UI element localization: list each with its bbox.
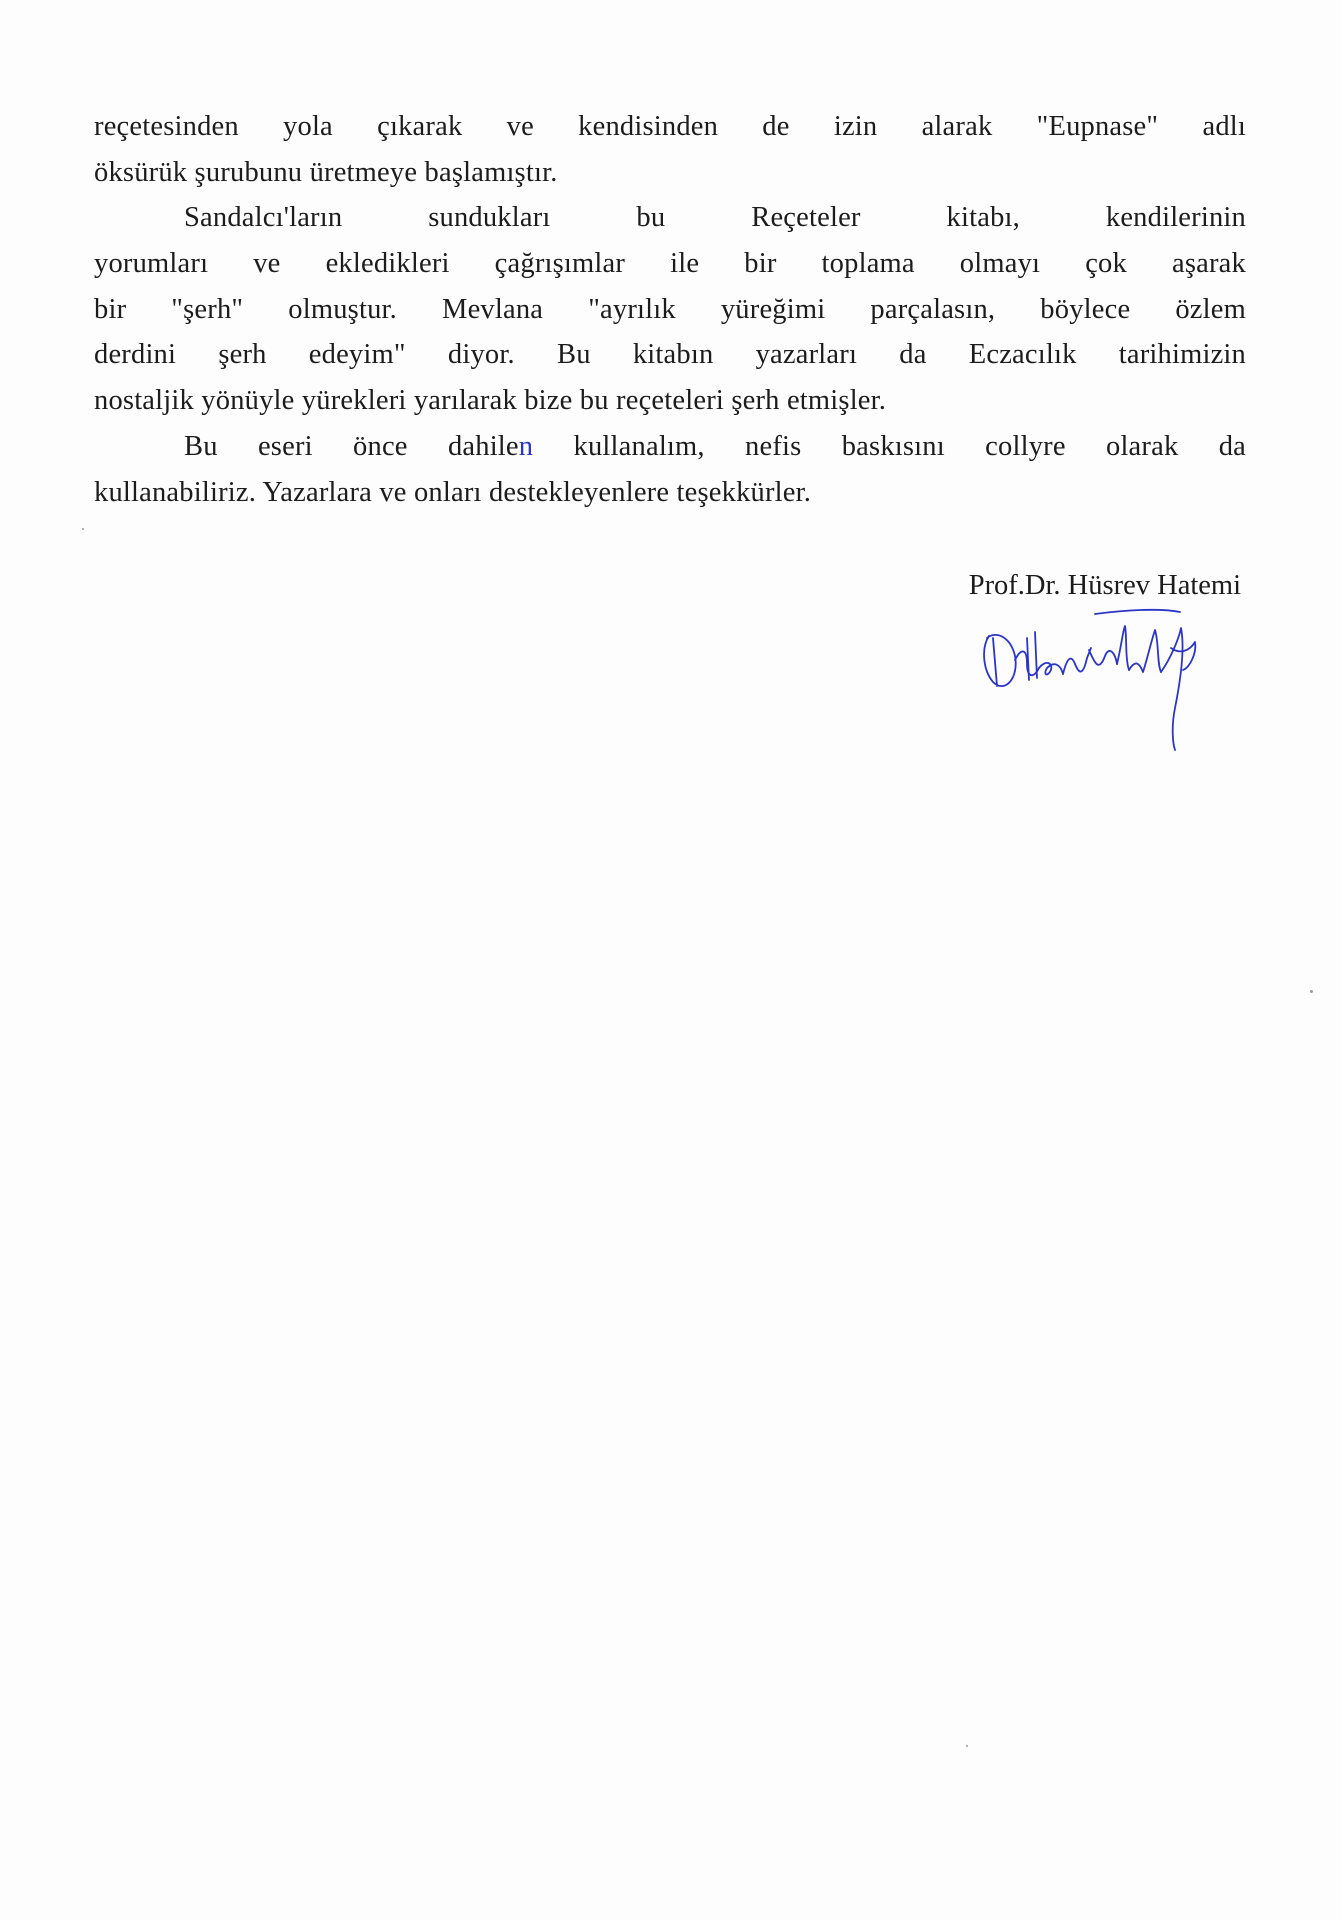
paragraph-1-line-1: reçetesinden yola çıkarak ve kendisinden de izin alarak "Eupnase" adlı (94, 111, 1246, 142)
paragraph-3-line-2: kullanabiliriz. Yazarlara ve onları destekleyenlere teşekkürler. (94, 476, 812, 508)
paragraph-2-line-3: bir "şerh" olmuştur. Mevlana "ayrılık yüreğimi parçalasın, böylece özlem (94, 293, 1246, 325)
scan-speck (82, 528, 84, 530)
body-text (94, 104, 1246, 515)
paragraph-2-line-2: yorumları ve ekledikleri çağrışımlar ile bir toplama olmayı çok aşarak (94, 248, 1246, 280)
handwritten-signature (975, 608, 1215, 758)
paragraph-3-line-1 (94, 424, 1246, 470)
paragraph-2-line-5: nostaljik yönüyle yürekleri yarılarak bize bu reçeteleri şerh etmişler. (94, 385, 887, 417)
scan-speck (966, 1745, 968, 1747)
paragraph-2-line-4: derdini şerh edeyim" diyor. Bu kitabın yazarları da Eczacılık tarihimizin (94, 339, 1246, 371)
paragraph-3-line-1-start: Bu eseri önce dahile (184, 430, 519, 462)
paragraph-2-line-1: Sandalcı'ların sundukları bu Reçeteler kitabı, kendilerinin (184, 202, 1246, 234)
paragraph-1-line-2: öksürük şurubunu üretmeye başlamıştır. (94, 156, 558, 188)
paragraph-3-line-1-end: kullanalım, nefis baskısını collyre olarak da (533, 430, 1246, 462)
handwritten-correction: n (518, 430, 534, 462)
author-name: Prof.Dr. Hüsrev Hatemi (968, 570, 1241, 601)
scan-speck (1310, 990, 1313, 993)
